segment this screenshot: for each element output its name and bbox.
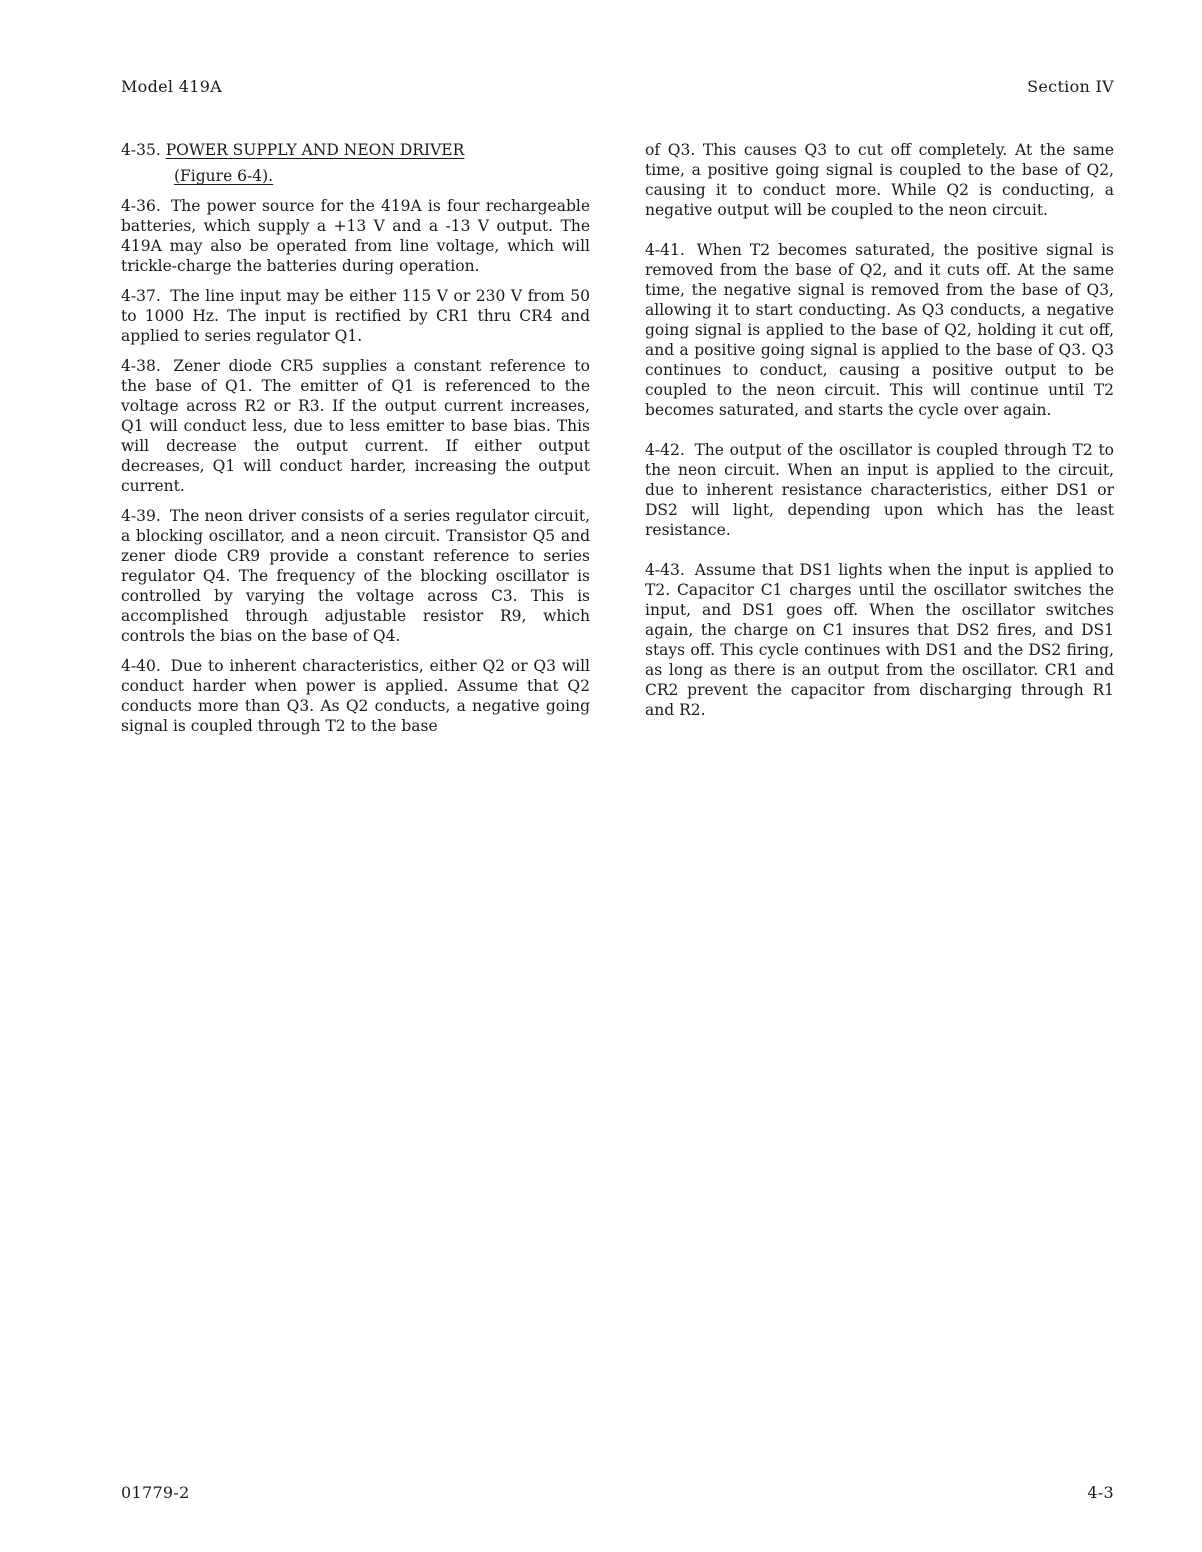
right-column — [645, 140, 1114, 740]
footer-doc-number: 01779-2 — [121, 1483, 190, 1502]
paragraph-4-37 — [121, 286, 590, 346]
heading-figure-ref: (Figure 6-4). — [174, 167, 274, 185]
paragraph-number: 4-41. — [645, 241, 685, 259]
paragraph-number: 4-39. — [121, 507, 161, 525]
heading-title: POWER SUPPLY AND NEON DRIVER — [165, 141, 465, 159]
paragraph-text: The neon driver consists of a series regulator circuit, a blocking oscillator, and a neon circuit. Transistor Q5 and zener diode CR9 provide a constant reference to series regulator Q4. The frequency of the blocking oscillator is controlled by varying the voltage across C3. This is accomplished through adjustable resistor R9, which controls the bias on the base of Q4. — [121, 507, 590, 645]
section-heading — [121, 140, 590, 186]
paragraph-text: When T2 becomes saturated, the positive signal is removed from the base of Q2, and it cuts off. At the same time, the negative signal is removed from the base of Q3, allowing it to start conducting. As Q3 conducts, a negative going signal is applied to the base of Q2, holding it cut off, and a positive going signal is applied to the base of Q3. Q3 continues to conduct, causing a positive output to be coupled to the neon circuit. This will continue until T2 becomes saturated, and starts the cycle over again. — [645, 241, 1115, 419]
paragraph-4-38 — [121, 356, 590, 496]
paragraph-4-43 — [645, 560, 1114, 720]
header-model: Model 419A — [121, 77, 223, 96]
paragraph-text: The output of the oscillator is coupled through T2 to the neon circuit. When an input is applied to the circuit, due to inherent resistance characteristics, either DS1 or DS2 will light, depending upon which has the least resistance. — [645, 441, 1114, 539]
paragraph-number: 4-43. — [645, 561, 685, 579]
paragraph-4-41 — [645, 240, 1114, 420]
paragraph-4-36 — [121, 196, 590, 276]
paragraph-text: The line input may be either 115 V or 230 V from 50 to 1000 Hz. The input is rectified by CR1 thru CR4 and applied to series regulator Q1. — [121, 287, 590, 345]
paragraph-4-39 — [121, 506, 590, 646]
paragraph-number: 4-36. — [121, 197, 161, 215]
paragraph-number: 4-38. — [121, 357, 161, 375]
left-column — [121, 140, 590, 746]
paragraph-4-40 — [121, 656, 590, 736]
paragraph-text: The power source for the 419A is four rechargeable batteries, which supply a +13 V and a -13 V output. The 419A may also be operated from line voltage, which will trickle-charge the batteries during operation. — [121, 197, 590, 275]
paragraph-4-40-continued — [645, 140, 1114, 220]
heading-number: 4-35. — [121, 141, 161, 159]
header-section: Section IV — [1027, 77, 1114, 96]
paragraph-number: 4-37. — [121, 287, 161, 305]
paragraph-text: Assume that DS1 lights when the input is applied to T2. Capacitor C1 charges until the oscillator switches the input, and DS1 goes off. When the oscillator switches again, the charge on C1 insures that DS2 fires, and DS1 stays off. This cycle continues with DS1 and the DS2 firing, as long as there is an output from the oscillator. CR1 and CR2 prevent the capacitor from discharging through R1 and R2. — [645, 561, 1114, 719]
footer-page-number: 4-3 — [1087, 1483, 1114, 1502]
paragraph-text: Due to inherent characteristics, either Q2 or Q3 will conduct harder when power is applied. Assume that Q2 conducts more than Q3. As Q2 conducts, a negative going signal is coupled through T2 to the base — [121, 657, 590, 735]
paragraph-4-42 — [645, 440, 1114, 540]
paragraph-text: Zener diode CR5 supplies a constant reference to the base of Q1. The emitter of Q1 is referenced to the voltage across R2 or R3. If the output current increases, Q1 will conduct less, due to less emitter to base bias. This will decrease the output current. If either output decreases, Q1 will conduct harder, increasing the output current. — [121, 357, 590, 495]
paragraph-number: 4-40. — [121, 657, 161, 675]
paragraph-number: 4-42. — [645, 441, 685, 459]
paragraph-text: of Q3. This causes Q3 to cut off completely. At the same time, a positive going signal is coupled to the base of Q2, causing it to conduct more. While Q2 is conducting, a negative output will be coupled to the neon circuit. — [645, 141, 1114, 219]
